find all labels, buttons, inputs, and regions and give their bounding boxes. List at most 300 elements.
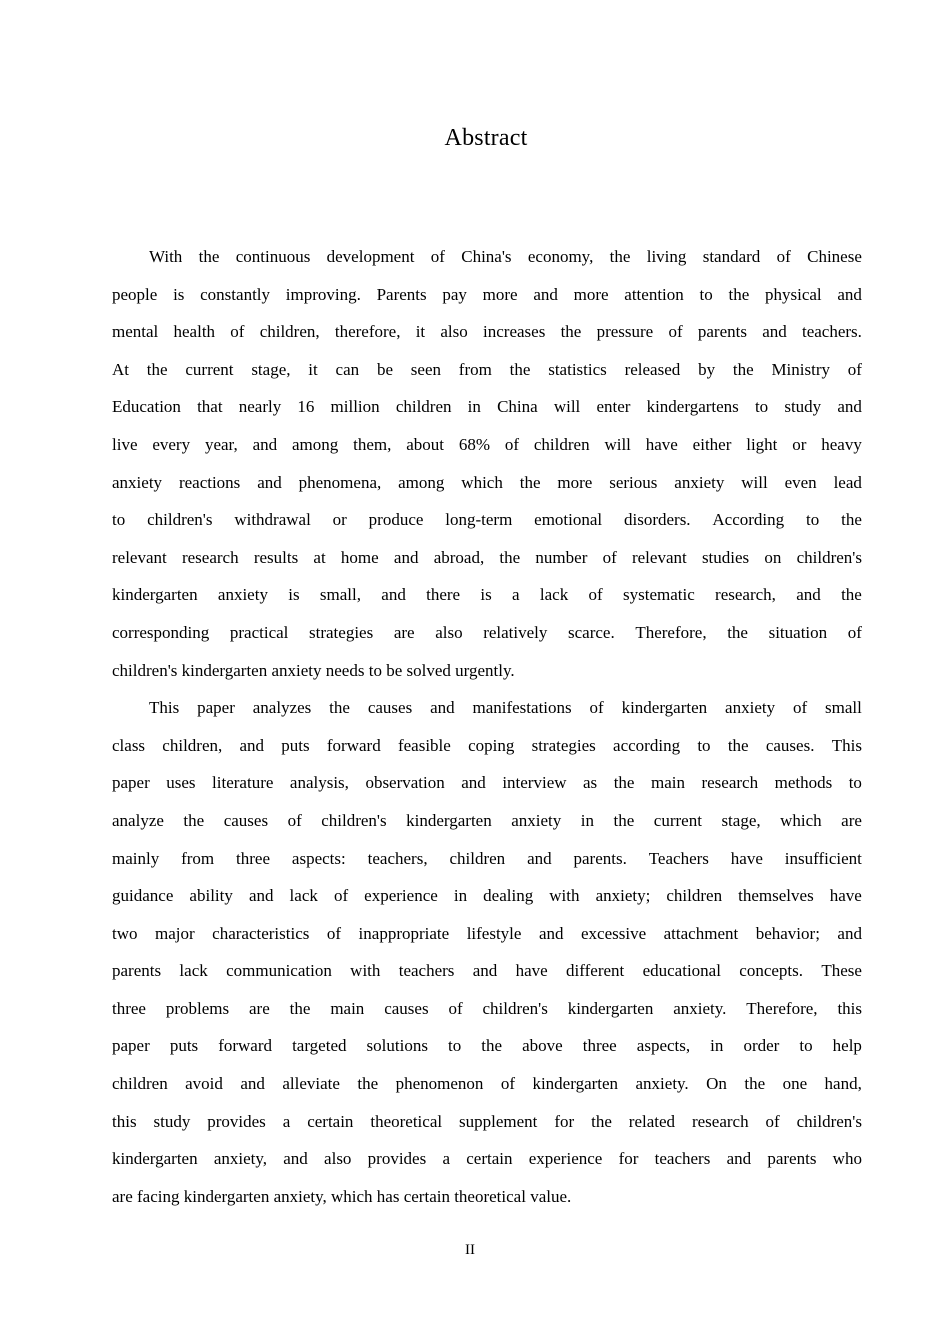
word: to bbox=[697, 735, 711, 755]
paragraph bbox=[112, 689, 862, 1215]
word: that bbox=[197, 397, 223, 417]
word: about bbox=[406, 434, 445, 454]
word: withdrawal bbox=[234, 510, 311, 530]
word: in bbox=[710, 1036, 724, 1056]
word: are bbox=[393, 622, 415, 642]
word: order bbox=[743, 1036, 780, 1056]
word: two bbox=[112, 923, 138, 943]
word: guidance bbox=[112, 886, 174, 906]
word: children bbox=[666, 886, 723, 906]
word: of bbox=[448, 998, 463, 1018]
word: among bbox=[292, 434, 339, 454]
word: the bbox=[499, 547, 521, 567]
word: Parents bbox=[376, 284, 427, 304]
word: puts bbox=[281, 735, 310, 755]
word: three bbox=[582, 1036, 617, 1056]
word: help bbox=[832, 1036, 862, 1056]
word: causes. bbox=[765, 735, 815, 755]
word: continuous bbox=[235, 247, 311, 266]
word: This bbox=[831, 735, 862, 755]
word: themselves bbox=[738, 886, 814, 906]
word: constantly bbox=[200, 284, 271, 304]
word: and bbox=[726, 1149, 752, 1169]
word: with bbox=[549, 886, 580, 906]
text-line bbox=[112, 1027, 862, 1065]
word: teachers, bbox=[367, 848, 428, 868]
word: phenomenon bbox=[395, 1074, 484, 1094]
word: alleviate bbox=[282, 1074, 340, 1094]
word: also bbox=[440, 322, 468, 342]
word: are bbox=[249, 998, 270, 1018]
word: standard bbox=[702, 247, 761, 266]
word: phenomena, bbox=[298, 472, 382, 492]
word: Therefore, bbox=[635, 622, 707, 642]
word: manifestations bbox=[472, 698, 572, 718]
word: behavior; bbox=[755, 923, 820, 943]
word: from bbox=[181, 848, 215, 868]
word: aspects: bbox=[291, 848, 346, 868]
word: anxiety bbox=[112, 472, 163, 492]
word: of bbox=[326, 923, 342, 943]
word: problems bbox=[165, 998, 230, 1018]
text-line bbox=[112, 501, 862, 539]
word: forward bbox=[326, 735, 381, 755]
word: the bbox=[329, 698, 350, 718]
word: people bbox=[112, 284, 158, 304]
word: to bbox=[754, 397, 769, 417]
word: at bbox=[313, 547, 326, 567]
word: interview bbox=[502, 773, 567, 793]
text-line bbox=[112, 915, 862, 953]
word: the bbox=[357, 1074, 379, 1094]
word: kindergarten bbox=[112, 585, 198, 605]
word: home bbox=[340, 547, 379, 567]
word: analysis, bbox=[289, 773, 349, 793]
word: among bbox=[398, 472, 445, 492]
word: This bbox=[149, 698, 180, 718]
word: and bbox=[239, 735, 265, 755]
word: be bbox=[376, 359, 393, 379]
word: 68% bbox=[458, 434, 491, 454]
word: children bbox=[395, 397, 452, 417]
word: of bbox=[602, 547, 617, 567]
paragraph-list bbox=[112, 238, 862, 1215]
word: and bbox=[837, 397, 862, 417]
word: relevant bbox=[112, 547, 167, 567]
text-line bbox=[112, 990, 862, 1028]
word: and bbox=[283, 1149, 308, 1169]
word: every bbox=[152, 434, 191, 454]
word: anxiety bbox=[217, 585, 268, 605]
word: of bbox=[589, 698, 604, 718]
text-line bbox=[112, 464, 862, 502]
word: insufficient bbox=[784, 848, 862, 868]
word: concepts. bbox=[739, 961, 804, 981]
word: anxiety. bbox=[673, 998, 727, 1018]
word: Teachers bbox=[648, 848, 709, 868]
word: major bbox=[155, 923, 195, 943]
word: the bbox=[732, 359, 754, 379]
word: small, bbox=[319, 585, 361, 605]
word: this bbox=[837, 998, 862, 1018]
word: of bbox=[847, 622, 862, 642]
word: increases bbox=[483, 322, 546, 342]
word: children's bbox=[482, 998, 548, 1018]
word: methods bbox=[774, 773, 833, 793]
word: and bbox=[533, 284, 558, 304]
word: teachers bbox=[654, 1149, 711, 1169]
word: provides bbox=[367, 1149, 427, 1169]
word: research bbox=[691, 1111, 749, 1131]
word: anxiety bbox=[674, 472, 725, 492]
word: therefore, bbox=[334, 322, 401, 342]
word: of bbox=[230, 322, 245, 342]
word: three bbox=[236, 848, 271, 868]
word: also bbox=[324, 1149, 352, 1169]
word: either bbox=[692, 434, 732, 454]
word: this bbox=[112, 1111, 137, 1131]
word: of bbox=[776, 247, 791, 266]
word: more bbox=[482, 284, 518, 304]
word: more bbox=[557, 472, 593, 492]
word: China bbox=[497, 397, 538, 417]
word: improving. bbox=[285, 284, 361, 304]
word: above bbox=[522, 1036, 563, 1056]
word: for bbox=[554, 1111, 575, 1131]
word: These bbox=[821, 961, 862, 981]
word: attention bbox=[624, 284, 684, 304]
word: can bbox=[335, 359, 360, 379]
word: pay bbox=[442, 284, 467, 304]
word: from bbox=[458, 359, 492, 379]
word: parents bbox=[767, 1149, 817, 1169]
word: more bbox=[573, 284, 609, 304]
word: have bbox=[730, 848, 763, 868]
word: uses bbox=[166, 773, 196, 793]
word: the bbox=[146, 359, 168, 379]
word: one bbox=[782, 1074, 808, 1094]
word: results bbox=[253, 547, 299, 567]
word: and bbox=[381, 585, 406, 605]
word: is bbox=[288, 585, 300, 605]
word: lack bbox=[289, 886, 318, 906]
word: abroad, bbox=[433, 547, 485, 567]
word: the bbox=[183, 810, 205, 830]
word: puts bbox=[169, 1036, 199, 1056]
word: causes bbox=[367, 698, 413, 718]
word: to bbox=[848, 773, 862, 793]
text-line bbox=[112, 952, 862, 990]
text-line bbox=[112, 840, 862, 878]
word: of bbox=[588, 585, 603, 605]
word: on bbox=[764, 547, 782, 567]
word: and bbox=[837, 923, 862, 943]
word: year, bbox=[204, 434, 238, 454]
word: is bbox=[480, 585, 492, 605]
word: kindergarten bbox=[567, 998, 654, 1018]
word: mainly bbox=[112, 848, 160, 868]
word: analyzes bbox=[252, 698, 312, 718]
word: related bbox=[628, 1111, 676, 1131]
word: corresponding bbox=[112, 622, 210, 642]
word: living bbox=[646, 247, 687, 266]
word: kindergarten bbox=[406, 810, 492, 830]
word: have bbox=[645, 434, 678, 454]
word: reactions bbox=[178, 472, 241, 492]
text-line bbox=[112, 614, 862, 652]
word: coping bbox=[468, 735, 515, 755]
word: and bbox=[257, 472, 282, 492]
word: 16 bbox=[297, 397, 315, 417]
word: is bbox=[173, 284, 185, 304]
word: parents bbox=[697, 322, 747, 342]
text-line bbox=[112, 1103, 862, 1141]
text-line bbox=[112, 689, 862, 727]
word: anxiety. bbox=[635, 1074, 689, 1094]
word: practical bbox=[229, 622, 289, 642]
text-line bbox=[112, 576, 862, 614]
word: Education bbox=[112, 397, 181, 417]
word: anxiety; bbox=[595, 886, 651, 906]
word: of bbox=[668, 322, 683, 342]
word: anxiety, bbox=[213, 1149, 268, 1169]
word: health bbox=[173, 322, 216, 342]
word: lifestyle bbox=[466, 923, 522, 943]
word: pressure bbox=[596, 322, 654, 342]
word: which bbox=[780, 810, 822, 830]
word: serious bbox=[609, 472, 658, 492]
text-line bbox=[112, 764, 862, 802]
word: the bbox=[481, 1036, 503, 1056]
word: also bbox=[435, 622, 463, 642]
word: kindergarten bbox=[112, 1149, 198, 1169]
word: Therefore, bbox=[746, 998, 818, 1018]
word: study bbox=[153, 1111, 191, 1131]
word: children's bbox=[321, 810, 387, 830]
word: supplement bbox=[459, 1111, 538, 1131]
word: stage, bbox=[721, 810, 761, 830]
word: children bbox=[533, 434, 590, 454]
word: it bbox=[415, 322, 426, 342]
word: kindergarten bbox=[621, 698, 708, 718]
word: kindergarten bbox=[532, 1074, 619, 1094]
word: in bbox=[580, 810, 595, 830]
word: to bbox=[448, 1036, 462, 1056]
word: physical bbox=[764, 284, 822, 304]
word: children's bbox=[796, 1111, 862, 1131]
word: of bbox=[765, 1111, 780, 1131]
text-line bbox=[112, 388, 862, 426]
word: scarce. bbox=[568, 622, 615, 642]
word: main bbox=[330, 998, 365, 1018]
word: with bbox=[350, 961, 381, 981]
word: and bbox=[393, 547, 419, 567]
word: to bbox=[799, 1036, 813, 1056]
text-line bbox=[112, 539, 862, 577]
word: the bbox=[609, 247, 631, 266]
word: inappropriate bbox=[358, 923, 450, 943]
word: ability bbox=[189, 886, 233, 906]
word: there bbox=[426, 585, 461, 605]
word: educational bbox=[642, 961, 721, 981]
word: teachers. bbox=[801, 322, 862, 342]
word: analyze bbox=[112, 810, 164, 830]
word: current bbox=[185, 359, 234, 379]
text-line bbox=[112, 276, 862, 314]
word: and bbox=[461, 773, 486, 793]
word: communication bbox=[226, 961, 332, 981]
word: attachment bbox=[663, 923, 739, 943]
word: the bbox=[591, 1111, 612, 1131]
word: strategies bbox=[309, 622, 374, 642]
paragraph bbox=[112, 238, 862, 689]
word: will bbox=[553, 397, 581, 417]
word: by bbox=[698, 359, 716, 379]
word: children, bbox=[259, 322, 320, 342]
word: mental bbox=[112, 322, 159, 342]
word: it bbox=[308, 359, 318, 379]
word: systematic bbox=[622, 585, 695, 605]
word: the bbox=[727, 622, 748, 642]
word: a bbox=[282, 1111, 291, 1131]
word: the bbox=[519, 472, 541, 492]
word: the bbox=[509, 359, 531, 379]
word: or bbox=[332, 510, 347, 530]
word: to bbox=[112, 510, 126, 530]
word: as bbox=[583, 773, 598, 793]
word: China's bbox=[461, 247, 512, 266]
word: theoretical bbox=[370, 1111, 443, 1131]
word: in bbox=[467, 397, 481, 417]
page-title: Abstract bbox=[444, 125, 528, 151]
word: live bbox=[112, 434, 138, 454]
word: different bbox=[566, 961, 625, 981]
word: have bbox=[515, 961, 548, 981]
word: dealing bbox=[483, 886, 534, 906]
word: according bbox=[613, 735, 681, 755]
word: parents bbox=[112, 961, 162, 981]
word: and bbox=[240, 1074, 265, 1094]
word: nearly bbox=[238, 397, 282, 417]
word: literature bbox=[212, 773, 274, 793]
word: feasible bbox=[397, 735, 451, 755]
word: the bbox=[560, 322, 582, 342]
word: small bbox=[825, 698, 862, 718]
word: of bbox=[500, 1074, 516, 1094]
word: heavy bbox=[821, 434, 862, 454]
word: the bbox=[841, 585, 862, 605]
word: and bbox=[837, 284, 862, 304]
word: released bbox=[624, 359, 681, 379]
page-number: II bbox=[465, 1242, 475, 1258]
text-line bbox=[112, 802, 862, 840]
word: children's bbox=[147, 510, 213, 530]
word: children's bbox=[796, 547, 862, 567]
word: and bbox=[252, 434, 278, 454]
word: anxiety bbox=[511, 810, 562, 830]
word: class bbox=[112, 735, 146, 755]
word: a bbox=[442, 1149, 450, 1169]
word: certain bbox=[307, 1111, 354, 1131]
word: current bbox=[653, 810, 702, 830]
word: research bbox=[701, 773, 759, 793]
word: anxiety bbox=[725, 698, 776, 718]
word: of bbox=[333, 886, 349, 906]
word: them, bbox=[353, 434, 392, 454]
word: the bbox=[728, 284, 750, 304]
word: observation bbox=[365, 773, 445, 793]
text-line bbox=[112, 351, 862, 389]
abstract-body bbox=[112, 238, 862, 1215]
word: stage, bbox=[251, 359, 291, 379]
word: strategies bbox=[531, 735, 596, 755]
word: have bbox=[829, 886, 862, 906]
word: will bbox=[741, 472, 768, 492]
word: the bbox=[744, 1074, 766, 1094]
word: targeted bbox=[292, 1036, 347, 1056]
word: characteristics bbox=[212, 923, 310, 943]
word: who bbox=[832, 1149, 862, 1169]
word: On bbox=[706, 1074, 727, 1094]
word: Ministry bbox=[771, 359, 830, 379]
word: situation bbox=[768, 622, 828, 642]
word: and bbox=[796, 585, 821, 605]
word: and bbox=[538, 923, 564, 943]
word: relevant bbox=[631, 547, 687, 567]
word: With bbox=[149, 247, 183, 266]
text-line bbox=[112, 1140, 862, 1178]
word: even bbox=[784, 472, 817, 492]
word: children bbox=[112, 1074, 168, 1094]
word: are bbox=[841, 810, 862, 830]
word: economy, bbox=[527, 247, 594, 266]
text-line bbox=[112, 426, 862, 464]
word: the bbox=[198, 247, 220, 266]
word: excessive bbox=[581, 923, 647, 943]
word: of bbox=[504, 434, 520, 454]
word: causes bbox=[384, 998, 429, 1018]
word: or bbox=[792, 434, 807, 454]
word: and bbox=[248, 886, 274, 906]
word: provides bbox=[207, 1111, 266, 1131]
word: paper bbox=[112, 773, 150, 793]
word: and bbox=[527, 848, 552, 868]
word: of bbox=[847, 359, 862, 379]
word: children, bbox=[162, 735, 223, 755]
text-line bbox=[112, 313, 862, 351]
word: in bbox=[453, 886, 468, 906]
word: and bbox=[762, 322, 787, 342]
word: relatively bbox=[483, 622, 548, 642]
word: hand, bbox=[824, 1074, 862, 1094]
text-line bbox=[112, 727, 862, 765]
word: experience bbox=[528, 1149, 603, 1169]
word: paper bbox=[112, 1036, 150, 1056]
word: solutions bbox=[366, 1036, 428, 1056]
word: research bbox=[181, 547, 239, 567]
word: study bbox=[784, 397, 822, 417]
word: aspects, bbox=[636, 1036, 691, 1056]
word: the bbox=[841, 510, 862, 530]
word: At bbox=[112, 359, 129, 379]
word: teachers bbox=[398, 961, 455, 981]
text-line bbox=[112, 238, 862, 276]
word: of bbox=[287, 810, 302, 830]
word: for bbox=[618, 1149, 639, 1169]
word: forward bbox=[218, 1036, 273, 1056]
text-line bbox=[112, 877, 862, 915]
word: the bbox=[613, 810, 635, 830]
